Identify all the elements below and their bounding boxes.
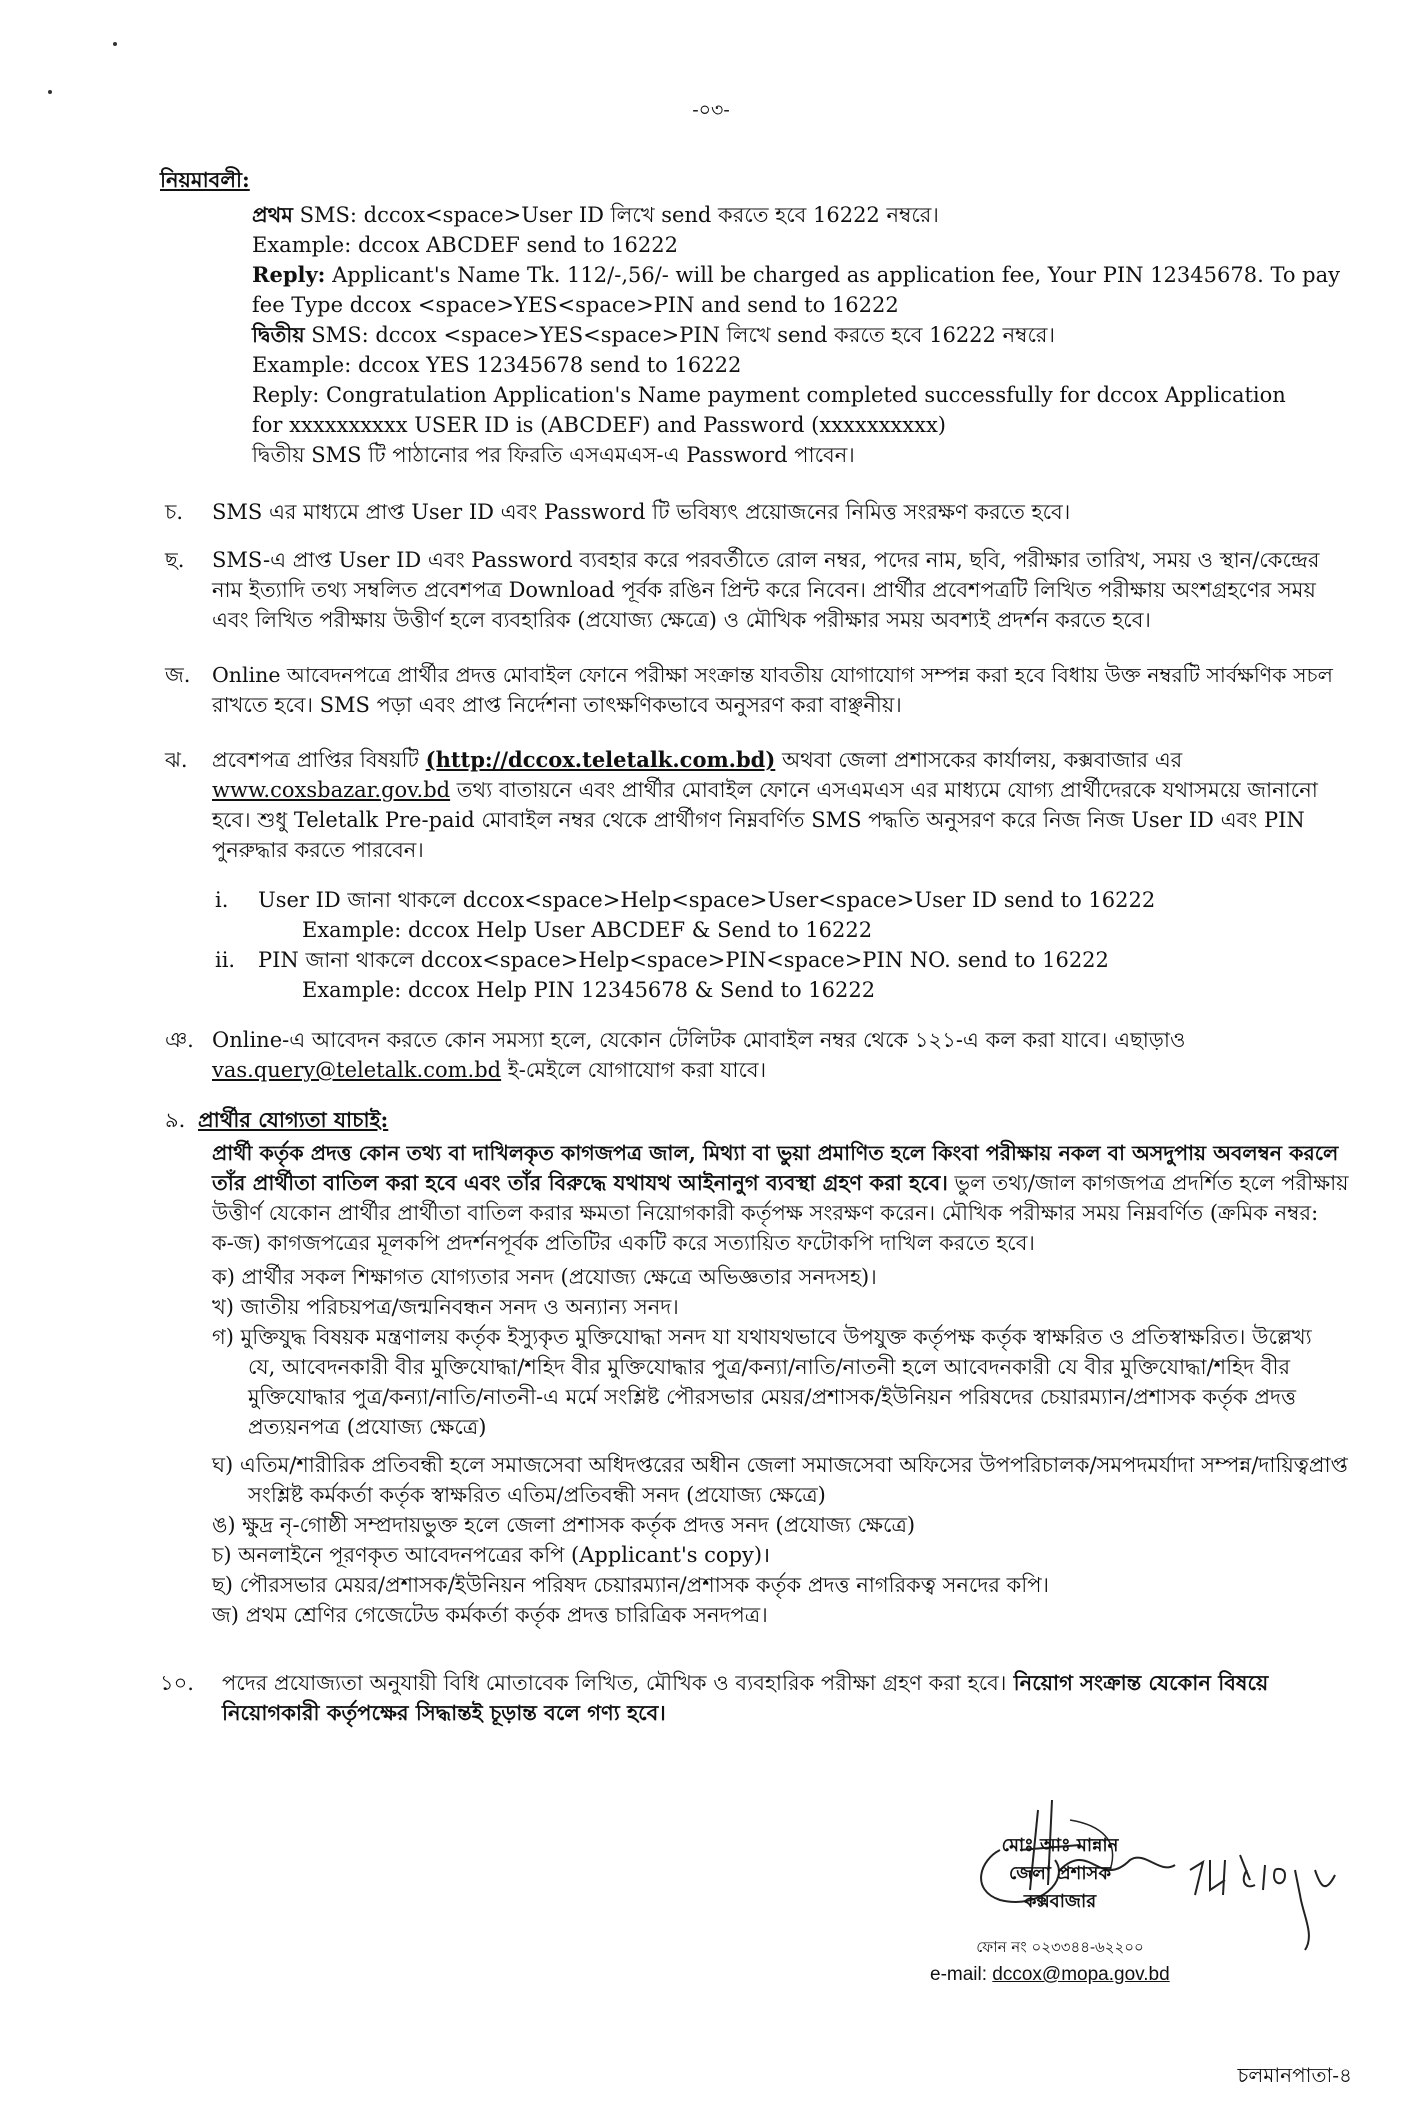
doc-item-gha: ঘ) এতিম/শারীরিক প্রতিবন্ধী হলে সমাজসেবা অধিদপ্তরের অধীন জেলা সমাজসেবা অফিসের উপপরিচালক/সমপদমর্যাদা সম্পন্ন/দায়িত্বপ্রাপ্ত	[212, 1453, 1348, 1477]
signatory-email-line: e-mail: dccox@mopa.gov.bd	[930, 1964, 1170, 1985]
scan-dot	[113, 42, 117, 46]
sms-line-1: প্রথম SMS: dccox<space>User ID লিখে send করতে হবে 16222 নম্বরে।	[252, 202, 939, 227]
handwritten-date	[1185, 1840, 1345, 1960]
doc-item-ga: গ) মুক্তিযুদ্ধ বিষয়ক মন্ত্রণালয় কর্তৃক ইস্যুকৃত মুক্তিযোদ্ধা সনদ যা যথাযথভাবে উপযুক্ত কর্তৃপক্ষ কর্তৃক স্বাক্ষরিত ও প্রতিস্বাক্ষরিত। উল্লেখ্য	[212, 1325, 1312, 1349]
doc-item-ga-cont: যে, আবেদনকারী বীর মুক্তিযোদ্ধা/শহিদ বীর মুক্তিযোদ্ধার পুত্র/কন্যা/নাতি/নাতনী হলে আবেদনকারী যে বীর মুক্তিযোদ্ধা/শহিদ বীর	[248, 1355, 1291, 1379]
item-chha-line: নাম ইত্যাদি তথ্য সম্বলিত প্রবেশপত্র Download পূর্বক রঙিন প্রিন্ট করে নিবেন। প্রার্থীর প্রবেশপত্রটি লিখিত পরীক্ষায় অংশগ্রহণের সময়	[212, 578, 1316, 602]
page-number: -০৩-	[692, 99, 730, 121]
sms-instructions	[252, 200, 1362, 470]
section-10-marker: ১০.	[160, 1671, 194, 1695]
item-jha-line: প্রবেশপত্র প্রাপ্তির বিষয়টি (http://dccox.teletalk.com.bd) অথবা জেলা প্রশাসকের কার্যালয়, কক্সবাজার এর	[212, 747, 1183, 772]
item-cha-marker: চ.	[165, 500, 184, 524]
section-9-marker: ৯.	[165, 1108, 186, 1132]
continued-page-label: চলমানপাতা-৪	[1237, 2063, 1352, 2087]
sms-line-7: Reply: Congratulation Application's Name payment completed successfully for dccox Application	[252, 383, 1286, 407]
sms-line-6: Example: dccox YES 12345678 send to 16222	[252, 353, 742, 377]
doc-item-chha: ছ) পৌরসভার মেয়র/প্রশাসক/ইউনিয়ন পরিষদ চেয়ারম্যান/প্রশাসক কর্তৃক প্রদত্ত নাগরিকত্ব সনদের কপি।	[212, 1573, 1050, 1597]
item-ja-marker: জ.	[165, 663, 191, 687]
doc-item-ga-cont: প্রত্যয়নপত্র (প্রযোজ্য ক্ষেত্রে)	[248, 1415, 487, 1439]
doc-item-ka: ক) প্রার্থীর সকল শিক্ষাগত যোগ্যতার সনদ (প্রযোজ্য ক্ষেত্রে অভিজ্ঞতার সনদসহ)।	[212, 1265, 877, 1289]
doc-item-cha: চ) অনলাইনে পূরণকৃত আবেদনপত্রের কপি (Applicant's copy)।	[212, 1543, 771, 1567]
section-10-line: নিয়োগকারী কর্তৃপক্ষের সিদ্ধান্তই চূড়ান্ত বলে গণ্য হবে।	[222, 1700, 666, 1725]
item-chha-line: SMS-এ প্রাপ্ত User ID এবং Password ব্যবহার করে পরবর্তীতে রোল নম্বর, পদের নাম, ছবি, পরীক্ষার তারিখ, সময় ও স্থান/কেন্দ্রের	[212, 548, 1320, 572]
doc-item-uma: ঙ) ক্ষুদ্র নৃ-গোষ্ঠী সম্প্রদায়ভুক্ত হলে জেলা প্রশাসক কর্তৃক প্রদত্ত সনদ (প্রযোজ্য ক্ষেত্রে)	[212, 1513, 916, 1537]
item-jha-sub-i-marker: i.	[215, 888, 229, 912]
scan-dot	[48, 90, 52, 94]
item-jha-sub-i-line: User ID জানা থাকলে dccox<space>Help<space>User<space>User ID send to 16222	[258, 888, 1156, 912]
section-9-line: উত্তীর্ণ যেকোন প্রার্থীর প্রার্থীতা বাতিল করার ক্ষমতা নিয়োগকারী কর্তৃপক্ষ সংরক্ষণ করেন। মৌখিক পরীক্ষার সময় নিম্নবর্ণিত (ক্রমিক নম্বর:	[212, 1201, 1319, 1225]
item-ja-text	[212, 660, 1352, 720]
section-9-paragraph	[212, 1138, 1352, 1258]
item-nya-line: vas.query@teletalk.com.bd ই-মেইলে যোগাযোগ করা যাবে।	[212, 1058, 767, 1082]
coxsbazar-gov-link[interactable]: www.coxsbazar.gov.bd	[212, 778, 451, 802]
item-jha-line: হবে। শুধু Teletalk Pre-paid মোবাইল নম্বর থেকে প্রার্থীগণ নিম্নবর্ণিত SMS পদ্ধতি অনুসরণ করে নিজ নিজ User ID এবং PIN	[212, 808, 1305, 832]
section-9-document-list	[212, 1262, 1352, 1630]
rules-heading: নিয়মাবলী:	[160, 167, 250, 192]
signature-block	[960, 1832, 1160, 1916]
signatory-email-link[interactable]: dccox@mopa.gov.bd	[992, 1964, 1170, 1985]
dccox-teletalk-link[interactable]: (http://dccox.teletalk.com.bd)	[425, 747, 776, 772]
signatory-designation: জেলা প্রশাসক	[1008, 1863, 1112, 1884]
section-9-heading: প্রার্থীর যোগ্যতা যাচাই:	[198, 1107, 389, 1132]
doc-item-gha-cont: সংশ্লিষ্ট কর্মকর্তা কর্তৃক স্বাক্ষরিত এতিম/প্রতিবন্ধী সনদ (প্রযোজ্য ক্ষেত্রে)	[248, 1483, 826, 1507]
section-9-line: প্রার্থী কর্তৃক প্রদত্ত কোন তথ্য বা দাখিলকৃত কাগজপত্র জাল, মিথ্যা বা ভুয়া প্রমাণিত হলে কিংবা পরীক্ষায় নকল বা অসদুপায় অবলম্বন করলে	[212, 1141, 1339, 1165]
sms-line-9: দ্বিতীয় SMS টি পাঠানোর পর ফিরতি এসএমএস-এ Password পাবেন।	[252, 443, 855, 467]
item-cha-text: SMS এর মাধ্যমে প্রাপ্ত User ID এবং Password টি ভবিষ্যৎ প্রয়োজনের নিমিত্ত সংরক্ষণ করতে হবে।	[212, 500, 1071, 524]
sms-line-3: Reply: Applicant's Name Tk. 112/-,56/- will be charged as application fee, Your PIN 12345678. To pay	[252, 262, 1340, 287]
sms-line-4: fee Type dccox <space>YES<space>PIN and send to 16222	[252, 293, 899, 317]
doc-item-ja: জ) প্রথম শ্রেণির গেজেটেড কর্মকর্তা কর্তৃক প্রদত্ত চারিত্রিক সনদপত্র।	[212, 1603, 768, 1627]
vas-query-email-link[interactable]: vas.query@teletalk.com.bd	[212, 1058, 502, 1082]
item-jha-line: পুনরুদ্ধার করতে পারবেন।	[212, 838, 424, 862]
signatory-district: কক্সবাজার	[1023, 1891, 1097, 1912]
item-jha-text	[212, 745, 1352, 865]
item-jha-marker: ঝ.	[165, 748, 188, 772]
item-chha-marker: ছ.	[165, 548, 185, 572]
section-9-line: ক-জ) কাগজপত্রের মূলকপি প্রদর্শনপূর্বক প্রতিটির একটি করে সত্যায়িত ফটোকপি দাখিল করতে হবে।	[212, 1231, 1035, 1255]
section-9-line: তাঁর প্রার্থীতা বাতিল করা হবে এবং তাঁর বিরুদ্ধে যথাযথ আইনানুগ ব্যবস্থা গ্রহণ করা হবে। ভুল তথ্য/জাল কাগজপত্র প্রদর্শিত হলে পরীক্ষায়	[212, 1170, 1349, 1195]
item-jha-sub-ii-line: PIN জানা থাকলে dccox<space>Help<space>PIN<space>PIN NO. send to 16222	[258, 948, 1109, 972]
sms-line-8: for xxxxxxxxxx USER ID is (ABCDEF) and Password (xxxxxxxxxx)	[252, 413, 946, 437]
signatory-name: মোঃ আঃ মান্নান	[1001, 1835, 1119, 1856]
item-nya-marker: ঞ.	[165, 1028, 194, 1052]
sms-line-5: দ্বিতীয় SMS: dccox <space>YES<space>PIN লিখে send করতে হবে 16222 নম্বরে।	[252, 322, 1055, 347]
item-jha-sub-ii-example: Example: dccox Help PIN 12345678 & Send to 16222	[302, 978, 876, 1002]
item-ja-line: রাখতে হবে। SMS পড়া এবং প্রাপ্ত নির্দেশনা তাৎক্ষণিকভাবে অনুসরণ করা বাঞ্ছনীয়।	[212, 693, 902, 717]
item-jha-sub-ii-marker: ii.	[215, 948, 236, 972]
item-ja-line: Online আবেদনপত্রে প্রার্থীর প্রদত্ত মোবাইল ফোনে পরীক্ষা সংক্রান্ত যাবতীয় যোগাযোগ সম্পন্ন করা হবে বিধায় উক্ত নম্বরটি সার্বক্ষণিক সচল	[212, 663, 1333, 687]
section-10-line: পদের প্রযোজ্যতা অনুযায়ী বিধি মোতাবেক লিখিত, মৌখিক ও ব্যবহারিক পরীক্ষা গ্রহণ করা হবে। নিয়োগ সংক্রান্ত যেকোন বিষয়ে	[222, 1670, 1269, 1695]
doc-item-ga-cont: মুক্তিযোদ্ধার পুত্র/কন্যা/নাতি/নাতনী-এ মর্মে সংশ্লিষ্ট পৌরসভার মেয়র/প্রশাসক/ইউনিয়ন পরিষদের চেয়ারম্যান/প্রশাসক কর্তৃক প্রদত্ত	[248, 1385, 1297, 1409]
item-chha-line: এবং লিখিত পরীক্ষায় উত্তীর্ণ হলে ব্যবহারিক (প্রযোজ্য ক্ষেত্রে) ও মৌখিক পরীক্ষার সময় অবশ্যই প্রদর্শন করতে হবে।	[212, 608, 1151, 632]
item-jha-sub-i-example: Example: dccox Help User ABCDEF & Send to 16222	[302, 918, 873, 942]
item-nya-text	[212, 1025, 1352, 1085]
doc-item-kha: খ) জাতীয় পরিচয়পত্র/জন্মনিবন্ধন সনদ ও অন্যান্য সনদ।	[212, 1295, 679, 1319]
sms-line-2: Example: dccox ABCDEF send to 16222	[252, 233, 678, 257]
item-nya-line: Online-এ আবেদন করতে কোন সমস্যা হলে, যেকোন টেলিটক মোবাইল নম্বর থেকে ১২১-এ কল করা যাবে। এছাড়াও	[212, 1028, 1186, 1052]
item-chha-text	[212, 545, 1352, 635]
item-jha-line: www.coxsbazar.gov.bd তথ্য বাতায়নে এবং প্রার্থীর মোবাইল ফোনে এসএমএস এর মাধ্যমে যোগ্য প্রার্থীদেরকে যথাসময়ে জানানো	[212, 778, 1318, 802]
section-10-text	[222, 1668, 1352, 1728]
signatory-phone: ফোন নং ০২৩৩৪৪-৬২২০০	[976, 1938, 1144, 1956]
